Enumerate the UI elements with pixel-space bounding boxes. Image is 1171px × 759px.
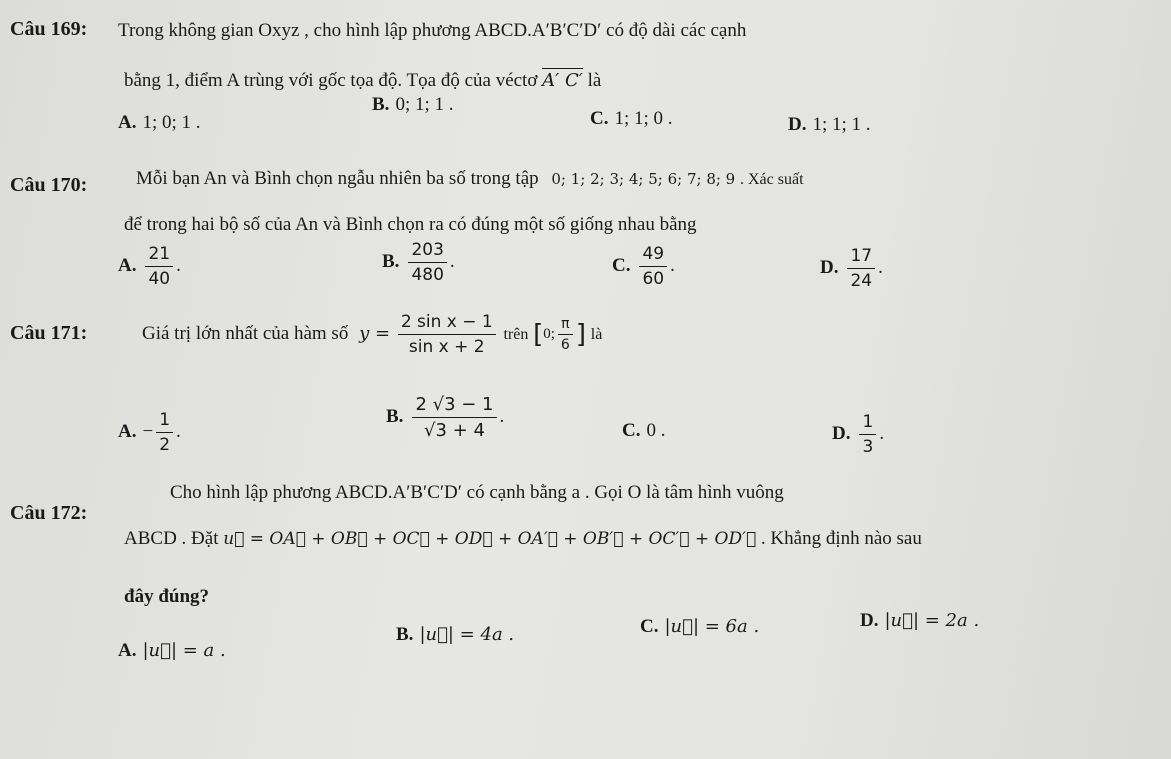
q170-number: Câu 170: [10,174,88,196]
q170-line2: để trong hai bộ số của An và Bình chọn ra có đúng một số giống nhau bằng [124,214,697,235]
q171-option-d[interactable]: D. $\frac{1}{3}$ . [832,412,885,457]
q169-option-a[interactable]: A. 1; 0; 1 . [118,112,201,133]
q171-text: Giá trị lớn nhất của hàm số [142,322,349,344]
q170-line1 [136,168,804,190]
q169-line2b: là [587,70,602,91]
q169-option-c[interactable]: C. 1; 1; 0 . [590,108,673,129]
q171-option-a[interactable]: A. − $\frac{1}{2}$ . [118,410,181,455]
q170-option-a[interactable]: A. $\frac{21}{40}$ . [118,244,181,289]
q172-number: Câu 172: [10,502,88,524]
q171-number: Câu 171: [10,322,88,344]
q171-function: $\frac{\text{2 sin x − 1}}{\text{sin x + 2}}$ [398,312,496,357]
q172-line2b: . Khẳng định nào sau [760,528,922,549]
q169-line1: Trong không gian Oxyz , cho hình lập phương ABCD.A′B′C′D′ có độ dài các cạnh [118,20,747,41]
q171-line: Giá trị lớn nhất của hàm số y = $\frac{\text{2 sin x − 1}}{\text{sin x + 2}}$ trên [0; $\frac{\pi}{6}$ ] là [142,312,603,357]
q171-is: là [590,325,603,343]
q172-option-d[interactable]: D. |u⃗| = 2a . [860,610,980,631]
q170-option-d[interactable]: D. $\frac{17}{24}$ . [820,246,883,291]
q170-line1a: Mỗi bạn An và Bình chọn ngẫu nhiên ba số trong tập [136,168,539,189]
q171-option-c[interactable]: C. 0 . [622,420,666,441]
q171-on: trên [503,325,529,343]
q172-formula: u⃗ = OA⃗ + OB⃗ + OC⃗ + OD⃗ + OA′⃗ + OB′⃗ + OC′⃗ + OD′⃗ [223,529,757,549]
q172-line3: đây đúng? [124,586,210,607]
q169-number: Câu 169: [10,18,88,40]
q172-line2 [124,528,922,550]
q170-option-b[interactable]: B. $\frac{203}{480}$ . [382,240,455,285]
q170-line1b: . Xác suất [739,171,804,188]
q172-line1: Cho hình lập phương ABCD.A′B′C′D′ có cạnh bằng a . Gọi O là tâm hình vuông [170,482,784,503]
q170-option-c[interactable]: C. $\frac{49}{60}$ . [612,244,675,289]
q169-line2a: bằng 1, điểm A trùng với gốc tọa độ. Tọa độ của véctơ [124,70,538,91]
q169-option-d[interactable]: D. 1; 1; 1 . [788,114,871,135]
q171-option-b[interactable]: B. $\frac{2 √3 - 1}{√3 + 4}$ . [386,394,505,441]
q169-option-b[interactable]: B. 0; 1; 1 . [372,94,454,115]
q171-interval-start: 0; [543,326,555,342]
q169-line2 [124,70,601,92]
q171-y: y = [359,322,391,344]
q172-line2a: ABCD . Đặt [124,528,219,549]
q172-option-b[interactable]: B. |u⃗| = 4a . [396,624,515,645]
q170-set: 0; 1; 2; 3; 4; 5; 6; 7; 8; 9 [551,170,736,188]
q172-option-a[interactable]: A. |u⃗| = a . [118,640,226,661]
q172-option-c[interactable]: C. |u⃗| = 6a . [640,616,760,637]
q169-vector: A′ C′ [542,70,583,91]
